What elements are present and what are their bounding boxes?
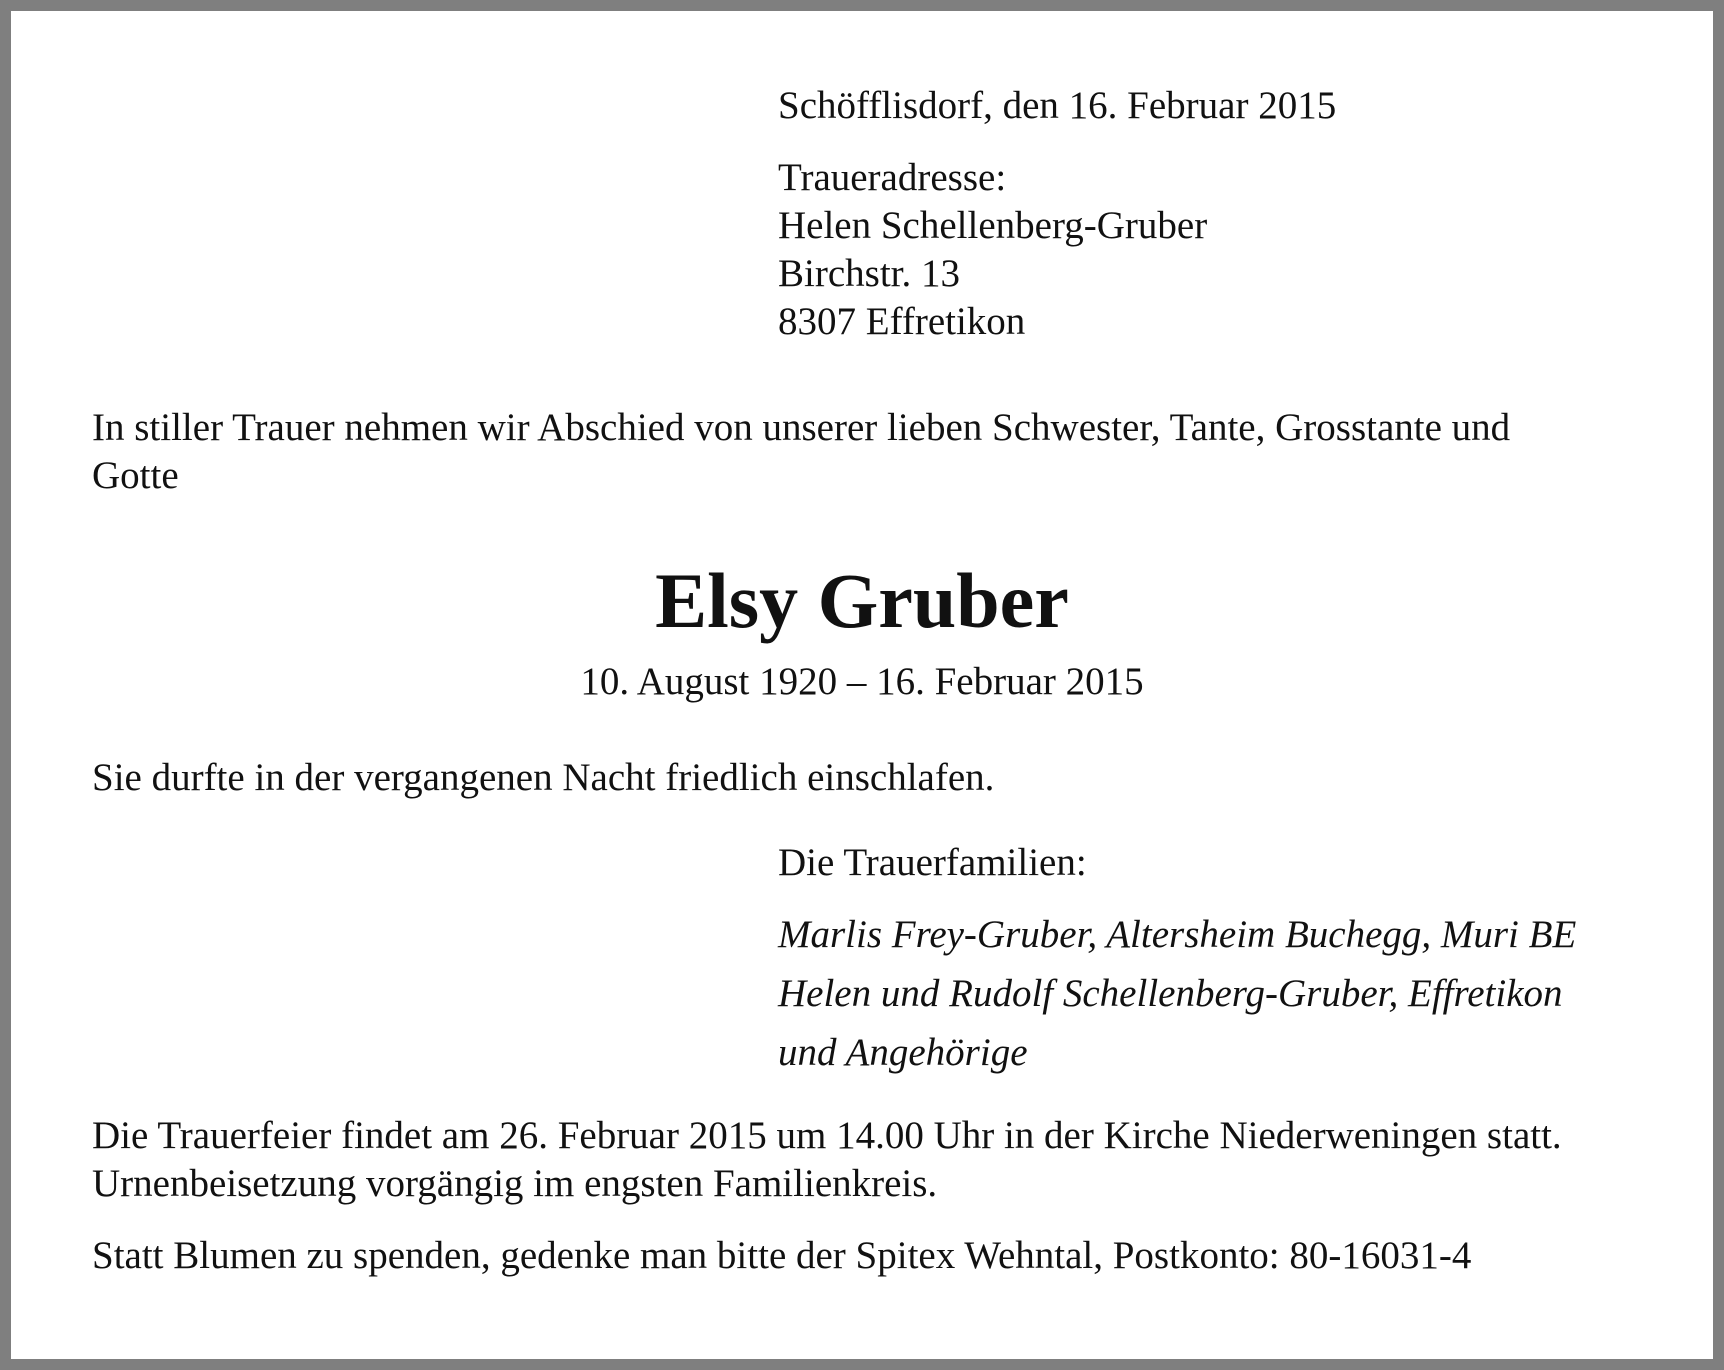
statement-text: Sie durfte in der vergangenen Nacht friedlich einschlafen.: [92, 756, 995, 799]
family-member: Marlis Frey-Gruber, Altersheim Buchegg, Muri BE: [778, 913, 1577, 956]
mourning-address: [778, 154, 1207, 346]
place-date: Schöfflisdorf, den 16. Februar 2015: [778, 84, 1337, 127]
ceremony-line: Urnenbeisetzung vorgängig im engsten Familienkreis.: [92, 1162, 938, 1205]
family-member: Helen und Rudolf Schellenberg-Gruber, Effretikon: [778, 972, 1563, 1015]
address-line: Helen Schellenberg-Gruber: [778, 204, 1208, 247]
ceremony-line: Die Trauerfeier findet am 26. Februar 2015 um 14.00 Uhr in der Kirche Niederweningen statt.: [92, 1114, 1562, 1157]
intro-text: [92, 404, 1510, 500]
life-dates: 10. August 1920 – 16. Februar 2015: [580, 660, 1144, 703]
families-label: Die Trauerfamilien:: [778, 841, 1087, 884]
intro-line: Gotte: [92, 454, 179, 497]
family-list: [778, 911, 1576, 1088]
deceased-name: Elsy Gruber: [655, 557, 1069, 644]
address-line: 8307 Effretikon: [778, 300, 1026, 343]
address-label: Traueradresse:: [778, 156, 1007, 199]
obituary-page: [11, 11, 1713, 1359]
donation-text: Statt Blumen zu spenden, gedenke man bitte der Spitex Wehntal, Postkonto: 80-16031-4: [92, 1234, 1472, 1277]
intro-line: In stiller Trauer nehmen wir Abschied von unserer lieben Schwester, Tante, Grosstante und: [92, 406, 1511, 449]
address-line: Birchstr. 13: [778, 252, 960, 295]
family-member: und Angehörige: [778, 1031, 1028, 1074]
ceremony-text: [92, 1112, 1562, 1208]
